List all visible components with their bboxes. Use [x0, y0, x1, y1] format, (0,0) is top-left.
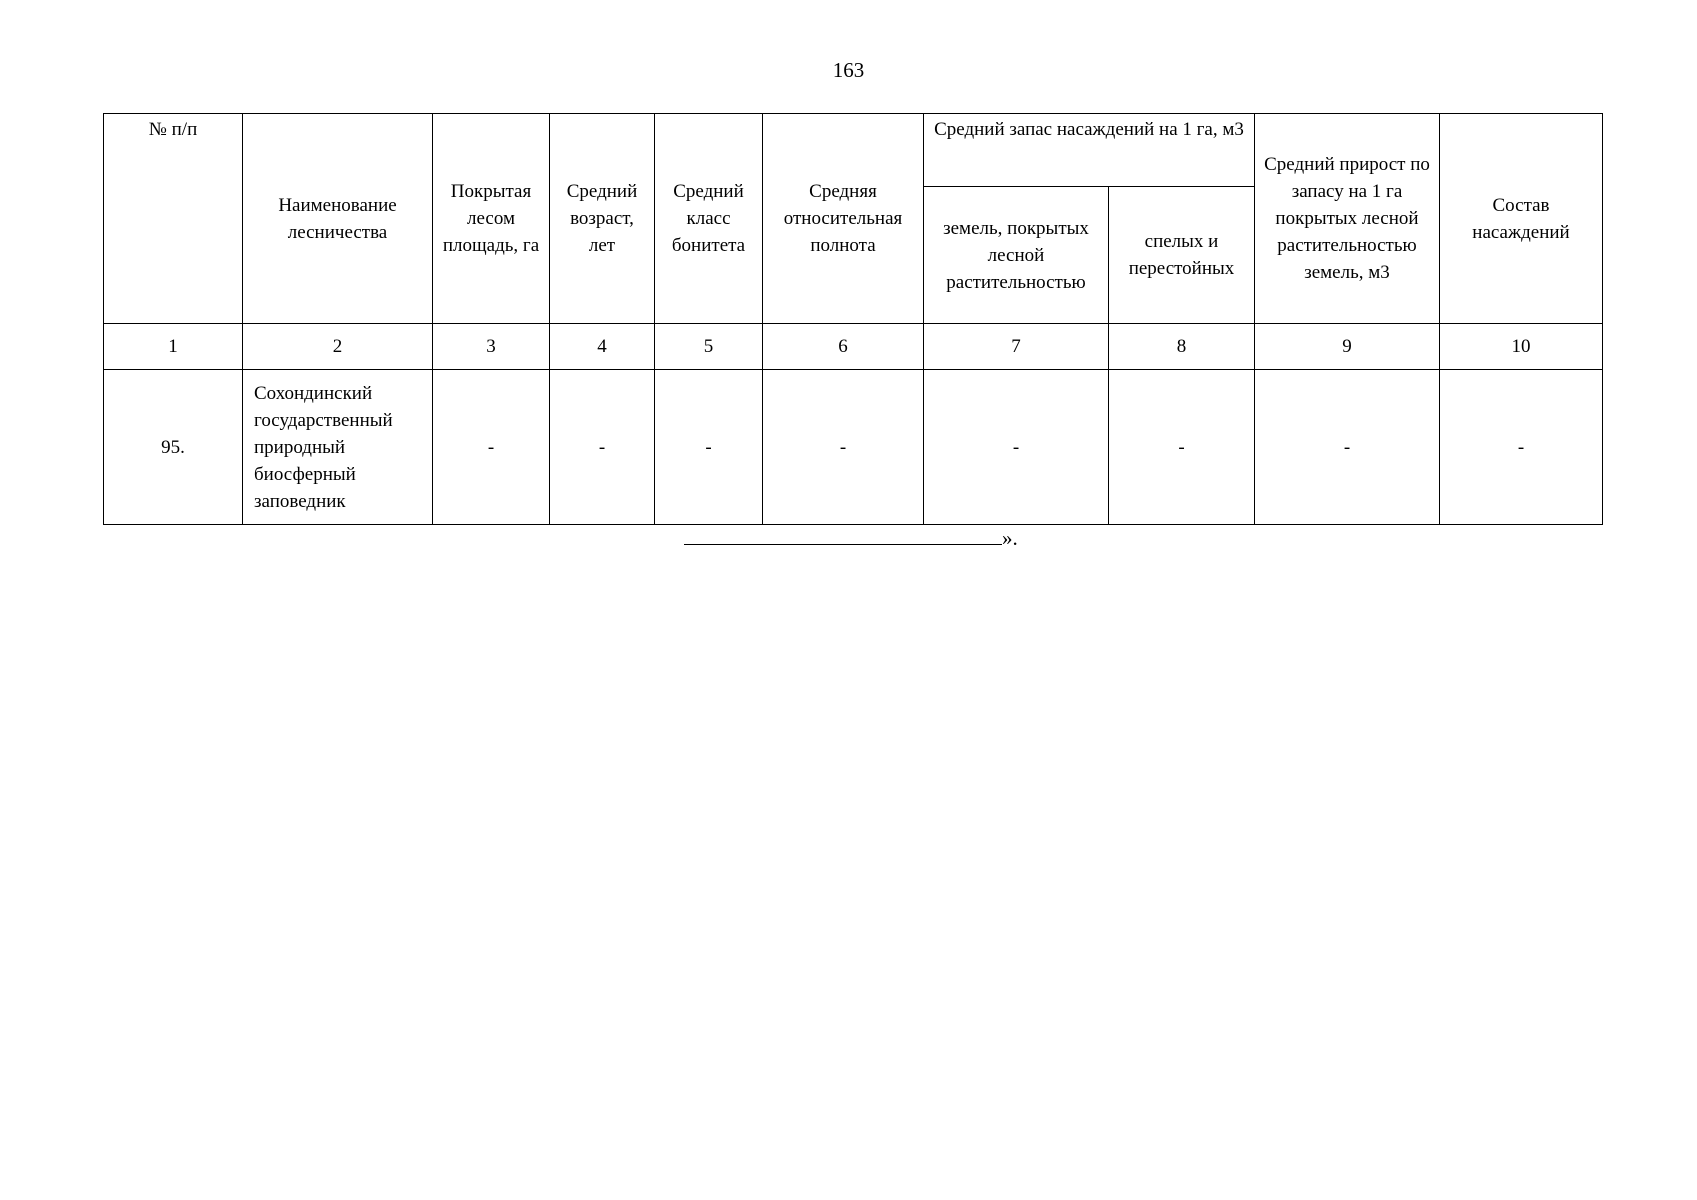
- column-number: 9: [1255, 324, 1440, 370]
- header-average-stock-group: Средний запас насаждений на 1 га, м3: [924, 114, 1255, 187]
- average-age-value: -: [550, 370, 655, 525]
- column-number: 8: [1109, 324, 1255, 370]
- signature-rule: [684, 524, 1002, 545]
- forest-area-value: -: [433, 370, 550, 525]
- column-number: 1: [104, 324, 243, 370]
- header-stand-composition: Состав насаждений: [1440, 114, 1603, 324]
- stock-covered-lands-value: -: [924, 370, 1109, 525]
- header-stock-covered-lands: земель, покрытых лесной растительностью: [924, 187, 1109, 324]
- header-row-1: [104, 114, 1603, 187]
- header-relative-density: Средняя относительная полнота: [763, 114, 924, 324]
- closing-line: [684, 524, 1018, 552]
- header-average-age: Средний возраст, лет: [550, 114, 655, 324]
- closing-quote: ».: [1002, 526, 1018, 550]
- column-number: 6: [763, 324, 924, 370]
- column-number: 4: [550, 324, 655, 370]
- column-number: 2: [243, 324, 433, 370]
- forestry-name: Сохондинский государственный природный биосферный заповедник: [243, 370, 433, 525]
- header-site-class: Средний класс бонитета: [655, 114, 763, 324]
- column-number: 5: [655, 324, 763, 370]
- column-number: 10: [1440, 324, 1603, 370]
- column-number: 7: [924, 324, 1109, 370]
- stock-mature-value: -: [1109, 370, 1255, 525]
- stand-composition-value: -: [1440, 370, 1603, 525]
- relative-density-value: -: [763, 370, 924, 525]
- column-numbers-row: [104, 324, 1603, 370]
- header-forestry-name: Наименование лесничества: [243, 114, 433, 324]
- header-row-number: № п/п: [104, 114, 243, 324]
- table-row: [104, 370, 1603, 525]
- forest-statistics-table: [103, 113, 1603, 525]
- page-number: 163: [832, 58, 865, 82]
- header-forest-area: Покрытая лесом площадь, га: [433, 114, 550, 324]
- header-average-growth: Средний прирост по запасу на 1 га покрытых лесной растительностью земель, м3: [1255, 114, 1440, 324]
- row-number: 95.: [104, 370, 243, 525]
- column-number: 3: [433, 324, 550, 370]
- site-class-value: -: [655, 370, 763, 525]
- header-stock-mature: спелых и перестойных: [1109, 187, 1255, 324]
- average-growth-value: -: [1255, 370, 1440, 525]
